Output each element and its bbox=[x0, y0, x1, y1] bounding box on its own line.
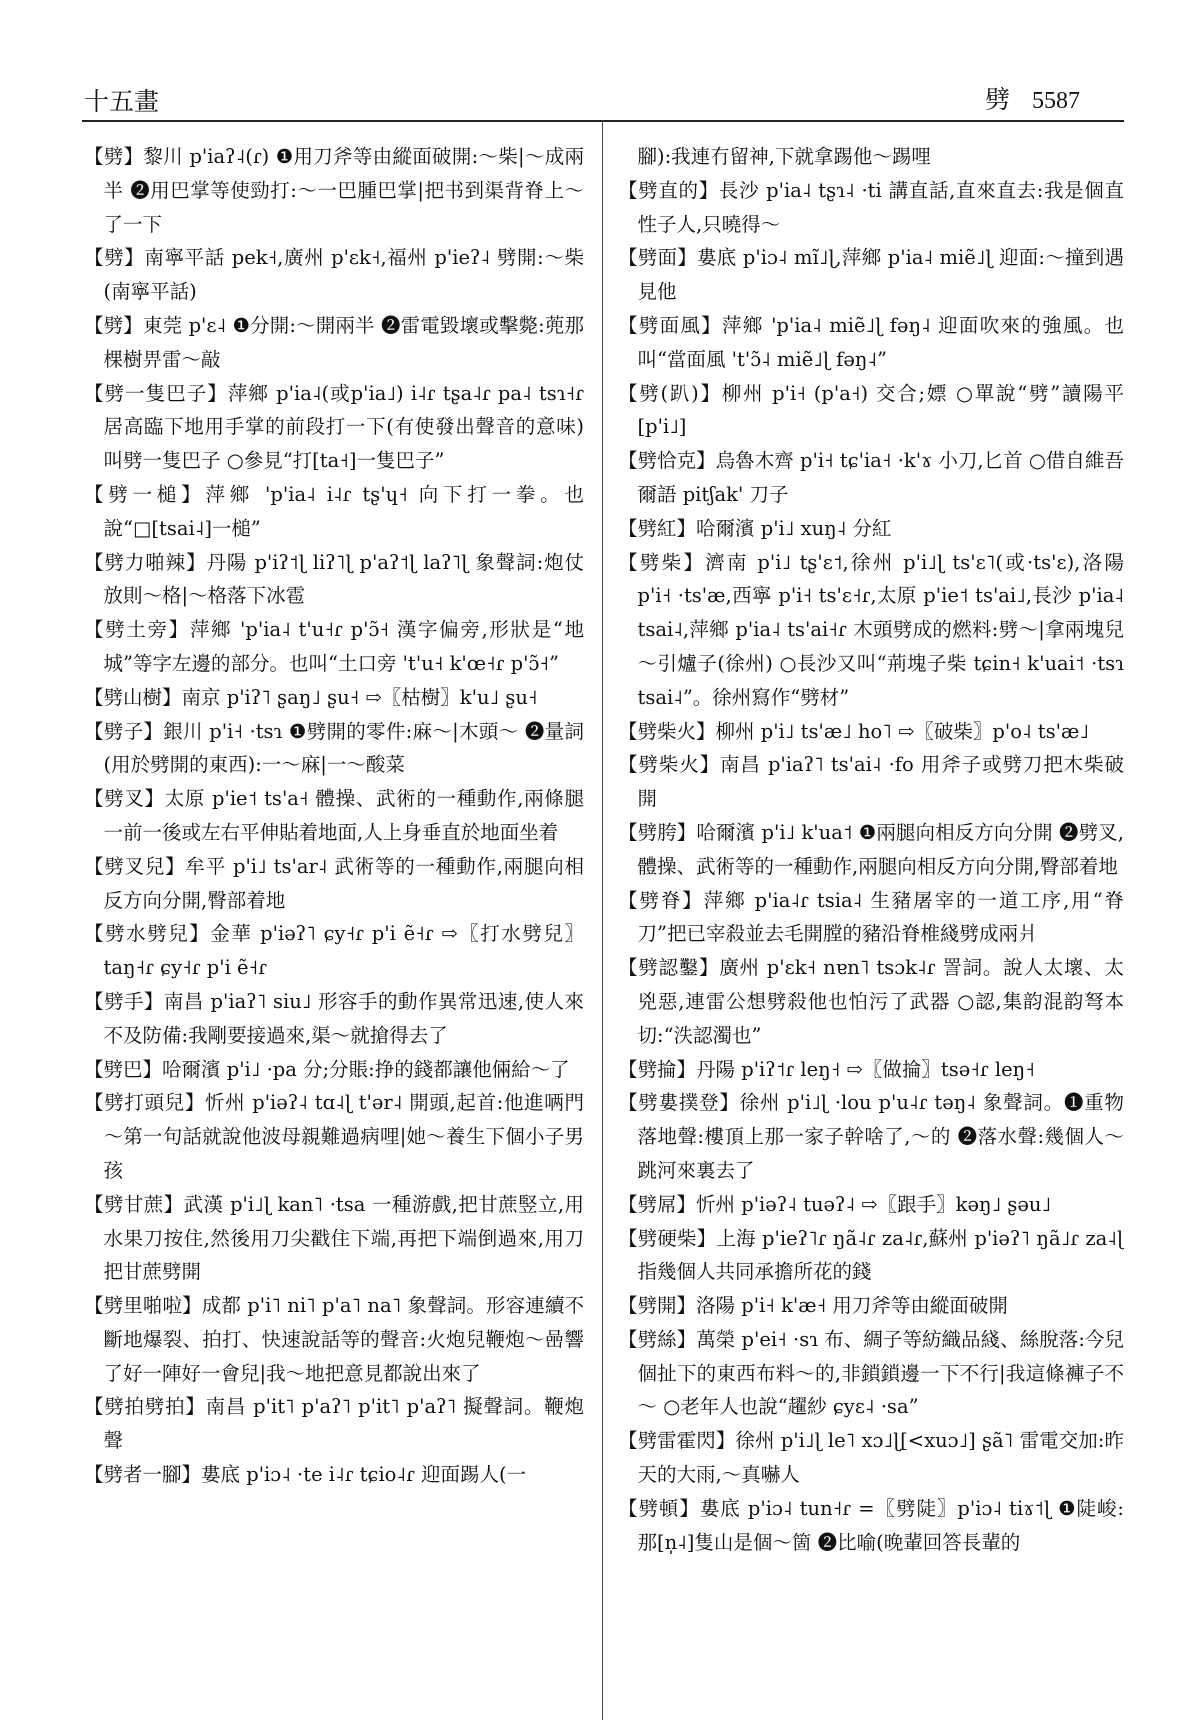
dictionary-entry bbox=[618, 174, 1124, 242]
entry-headword: 【劈頓】 bbox=[618, 1496, 700, 1520]
dictionary-entry bbox=[84, 985, 584, 1053]
entry-definition: 南寧平話 pek˧,廣州 p'ɛk˧,福州 p'ieʔ˨ 劈開:～柴(南寧平話) bbox=[103, 246, 584, 304]
entry-headword: 【劈力啪辣】 bbox=[84, 550, 207, 574]
header-rule bbox=[82, 120, 1124, 122]
entry-definition: 婁底 p'iɔ˨ ·te i˨ɾ tɕio˨ɾ 迎面踢人(一 bbox=[201, 1463, 527, 1487]
dictionary-entry bbox=[618, 951, 1124, 1052]
entry-headword: 【劈恰克】 bbox=[618, 449, 716, 473]
entry-headword: 【劈柴火】 bbox=[618, 753, 721, 777]
entry-headword: 【劈面】 bbox=[618, 246, 697, 270]
dictionary-entry bbox=[84, 715, 584, 783]
entry-definition: 忻州 p'iəʔ˨ tuəʔ˨ ⇨〖跟手〗kəŋ˩ ʂəu˩ bbox=[696, 1192, 1052, 1216]
dictionary-entry bbox=[84, 478, 584, 546]
dictionary-entry bbox=[618, 309, 1124, 377]
dictionary-entry bbox=[618, 140, 1124, 174]
entry-definition: 牟平 p'i˩ ts'ar˨ 武術等的一種動作,兩腿向相反方向分開,臀部着地 bbox=[103, 854, 584, 912]
entry-headword: 【劈一槌】 bbox=[84, 482, 206, 506]
dictionary-entry bbox=[618, 1492, 1124, 1560]
entry-definition: 萍鄉 'p'ia˨ miẽ˩ɭ fəŋ˨ 迎面吹來的強風。也叫“當面風 't'ɔ̃˨ miẽ˩ɭ fəŋ˨” bbox=[637, 313, 1124, 371]
entry-headword: 【劈一隻巴子】 bbox=[84, 381, 228, 405]
dictionary-entry bbox=[84, 1390, 584, 1458]
entry-headword: 【劈甘蔗】 bbox=[84, 1192, 184, 1216]
entry-headword: 【劈者一腳】 bbox=[84, 1463, 202, 1487]
dictionary-entry bbox=[618, 816, 1124, 884]
entry-headword: 【劈絲】 bbox=[618, 1327, 697, 1351]
entry-headword: 【劈拍劈拍】 bbox=[84, 1395, 206, 1419]
dictionary-entry bbox=[618, 1086, 1124, 1187]
entry-headword: 【劈柴】 bbox=[618, 550, 706, 574]
entry-headword: 【劈巴】 bbox=[84, 1057, 163, 1081]
entry-headword: 【劈】 bbox=[84, 313, 143, 337]
section-heading: 十五畫 bbox=[84, 87, 160, 116]
entry-headword: 【劈硬柴】 bbox=[618, 1226, 717, 1250]
entry-headword: 【劈里啪啦】 bbox=[84, 1294, 202, 1318]
entry-definition: 萍鄉 'p'ia˨ i˨ɾ tʂ'ɥ˧ 向下打一拳。也說“□[tsai˨]一槌” bbox=[103, 482, 584, 540]
dictionary-entry bbox=[618, 241, 1124, 309]
entry-definition: 徐州 p'i˩ɭ le˥ xɔ˩ɭ[<xuɔ˩] ʂã˥ 雷電交加:昨天的大雨,～真嚇人 bbox=[637, 1429, 1124, 1487]
dictionary-entry bbox=[84, 377, 584, 478]
entry-definition: 太原 p'ie˦ ts'a˧ 體操、武術的一種動作,兩條腿一前一後或左右平伸貼着地面,人上身垂直於地面坐着 bbox=[103, 787, 584, 844]
entry-definition: 徐州 p'i˩ɭ ·lou p'u˨ɾ təŋ˨ 象聲詞。❶重物落地聲:樓頂上那一家子幹啥了,～的 ❷落水聲:幾個人～跳河來裏去了 bbox=[637, 1091, 1124, 1182]
entry-definition: 濟南 p'i˩ tʂ'ɛ˦,徐州 p'i˩ɭ ts'ɛ˥(或·ts'ɛ),洛陽 p'i˧ ·ts'æ,西寧 p'i˧ ts'ɛ˧ɾ,太原 p'ie˦ ts'ai˩,長沙 p'ia˨ tsai˨,萍鄉 p'ia˨ ts'ai˧ɾ 木頭劈成的燃料:劈～|拿兩塊兒～引爐子(徐州) ○長沙又叫“荊塊子柴 tɕin˧ k'uai˦ ·tsɿ tsai˨”。徐州寫作“劈材” bbox=[637, 550, 1124, 709]
entry-definition: 婁底 p'iɔ˨ tun˧ɾ =〖劈陡〗p'iɔ˨ tiɤ˦ɭ ❶陡峻:那[n̩˨]隻山是個～箇 ❷比喻(晚輩回答長輩的 bbox=[637, 1496, 1124, 1554]
dictionary-entry bbox=[84, 681, 584, 715]
entry-definition: 萍鄉 p'ia˨ɾ tsia˨ 生豬屠宰的一道工序,用“脊刀”把已宰殺並去毛開膛的豬沿脊椎綫劈成兩爿 bbox=[637, 888, 1124, 946]
dictionary-entry bbox=[618, 1222, 1124, 1290]
dictionary-entry bbox=[618, 512, 1124, 546]
entry-headword: 【劈叉】 bbox=[84, 787, 165, 811]
right-column bbox=[618, 140, 1124, 1716]
dictionary-entry bbox=[618, 1188, 1124, 1222]
entry-definition: 萍鄉 'p'ia˨ t'u˧ɾ p'ɔ̃˧ 漢字偏旁,形狀是“地城”等字左邊的部分。也叫“土口旁 't'u˧ k'œ˧ɾ p'ɔ̃˧” bbox=[103, 618, 584, 675]
dictionary-entry bbox=[618, 1323, 1124, 1424]
entry-definition: 婁底 p'iɔ˨ mĩ˩ɭ,萍鄉 p'ia˨ miẽ˩ɭ 迎面:～撞到遇見他 bbox=[637, 246, 1124, 304]
dictionary-entry bbox=[84, 613, 584, 681]
dictionary-entry bbox=[618, 1289, 1124, 1323]
entry-definition: 東莞 p'ɛ˨ ❶分開:～開兩半 ❷雷電毀壞或擊斃:蔸那棵樹畀雷～敲 bbox=[103, 313, 584, 371]
entry-headword: 【劈山樹】 bbox=[84, 685, 182, 709]
dictionary-entry bbox=[84, 140, 584, 241]
entry-definition: 洛陽 p'i˧ k'æ˧ 用刀斧等由縱面破開 bbox=[696, 1294, 1008, 1318]
entry-headword: 【劈胯】 bbox=[618, 820, 697, 844]
entry-headword: 【劈面風】 bbox=[618, 313, 722, 337]
dictionary-entry bbox=[84, 1458, 584, 1492]
left-column bbox=[84, 140, 584, 1716]
entry-definition: 萬榮 p'ei˧ ·sɿ 布、綢子等紡織品綫、絲脫落:今兒個扯下的東西布料～的,非鎖鎖邊一下不行|我這條褲子不～ ○老年人也說“趯紗 ɕyɛ˨ ·sa” bbox=[637, 1327, 1124, 1419]
dictionary-entry bbox=[84, 309, 584, 377]
entry-headword: 【劈婁撲登】 bbox=[618, 1091, 740, 1115]
entry-definition: 南昌 p'iaʔ˥ siu˩ 形容手的動作異常迅速,使人來不及防備:我剛要接過來,渠～就搶得去了 bbox=[103, 989, 584, 1047]
entry-headword: 【劈柴火】 bbox=[618, 719, 716, 743]
entry-definition: 烏魯木齊 p'i˧ tɕ'ia˧ ·k'ɤ 小刀,匕首 ○借自維吾爾語 pitʃak' 刀子 bbox=[637, 449, 1124, 506]
entry-headword: 【劈紅】 bbox=[618, 516, 697, 540]
dictionary-entry bbox=[618, 1424, 1124, 1492]
dictionary-entry bbox=[84, 1289, 584, 1390]
entry-definition: 金華 p'iəʔ˥ ɕy˧ɾ p'i ẽ˧ɾ ⇨〖打水劈兒〗taŋ˧ɾ ɕy˧ɾ p'i ẽ˧ɾ bbox=[103, 922, 584, 980]
entry-definition: 哈爾濱 p'i˩ xuŋ˨ 分紅 bbox=[696, 516, 892, 540]
column-divider bbox=[602, 120, 603, 1720]
entry-definition: 哈爾濱 p'i˩ k'ua˦ ❶兩腿向相反方向分開 ❷劈叉,體操、武術等的一種動作,兩腿向相反方向分開,臀部着地 bbox=[637, 820, 1124, 878]
entry-definition: 柳州 p'i˧ (p'a˧) 交合;嫖 ○單說“劈”讀陽平[p'i˩] bbox=[637, 381, 1124, 439]
entry-headword: 【劈子】 bbox=[84, 719, 164, 743]
entry-headword: 【劈(趴)】 bbox=[618, 381, 722, 405]
entry-headword: 【劈開】 bbox=[618, 1294, 697, 1318]
entry-definition: 丹陽 p'iʔ˦ɭ liʔ˥ɭ p'aʔ˦ɭ laʔ˥ɭ 象聲詞:炮仗放則～格|～格落下冰雹 bbox=[103, 550, 584, 608]
entry-definition: 黎川 p'iaʔ˨(ɾ) ❶用刀斧等由縱面破開:～柴|～成兩半 ❷用巴掌等使勁打:～一巴腫巴掌|把书到渠背脊上～了一下 bbox=[103, 145, 584, 236]
entry-headword: 【劈掄】 bbox=[618, 1057, 697, 1081]
dictionary-entry bbox=[84, 917, 584, 985]
entry-definition: 廣州 p'ɛk˧ nɐn˥ tsɔk˨ɾ 詈詞。說人太壞、太兇惡,連雷公想劈殺他也怕污了武器 ○認,集韵混韵弩本切:“泆認濁也” bbox=[637, 956, 1124, 1047]
entry-definition: 南昌 p'iaʔ˥ ts'ai˨ ·fo 用斧子或劈刀把木柴破開 bbox=[637, 753, 1124, 811]
page-number: 5587 bbox=[1032, 88, 1080, 114]
entry-definition: 銀川 p'i˧ ·tsɿ ❶劈開的零件:麻～|木頭～ ❷量詞(用於劈開的東西):一～麻|一～酸菜 bbox=[103, 719, 584, 777]
entry-headword: 【劈水劈兒】 bbox=[84, 922, 211, 946]
entry-definition: 長沙 p'ia˨ tʂɿ˨ ·ti 講直話,直來直去:我是個直性子人,只曉得～ bbox=[637, 178, 1124, 236]
entry-definition: 柳州 p'i˩ ts'æ˩ ho˥ ⇨〖破柴〗p'o˨ ts'æ˩ bbox=[715, 719, 1089, 743]
entry-definition: 南京 p'iʔ˥ ʂaŋ˩ ʂu˧ ⇨〖枯樹〗k'u˩ ʂu˧ bbox=[181, 685, 538, 709]
entry-headword: 【劈雷霍閃】 bbox=[618, 1429, 736, 1453]
entry-headword: 【劈脊】 bbox=[618, 888, 704, 912]
entry-headword: 【劈認鑿】 bbox=[618, 956, 720, 980]
dictionary-entry bbox=[84, 241, 584, 309]
dictionary-entry bbox=[84, 1086, 584, 1187]
entry-definition: 成都 p'i˥ ni˥ p'a˥ na˥ 象聲詞。形容連續不斷地爆裂、拍打、快速說話等的聲音:火炮兒鞭炮～喦響了好一陣好一會兒|我～地把意見都說出來了 bbox=[103, 1294, 584, 1385]
dictionary-entry bbox=[618, 884, 1124, 952]
entry-headword: 【劈】 bbox=[84, 246, 145, 270]
dictionary-entry bbox=[618, 546, 1124, 715]
dictionary-entry bbox=[618, 748, 1124, 816]
entry-headword: 【劈手】 bbox=[84, 989, 164, 1013]
dictionary-entry bbox=[84, 782, 584, 850]
entry-headword: 【劈叉兒】 bbox=[84, 854, 186, 878]
entry-definition: 腳):我連冇留神,下就拿踢他～踢哩 bbox=[637, 145, 931, 168]
head-character: 劈 bbox=[984, 85, 1010, 114]
entry-definition: 上海 p'ieʔ˥ɾ ŋã˨ɾ za˨ɾ,蘇州 p'iəʔ˥ ŋã˩ɾ za˨ɭ 指幾個人共同承擔所花的錢 bbox=[637, 1226, 1124, 1284]
dictionary-entry bbox=[618, 377, 1124, 445]
dictionary-entry bbox=[618, 444, 1124, 512]
dictionary-entry bbox=[84, 1053, 584, 1087]
dictionary-entry bbox=[84, 546, 584, 614]
entry-definition: 哈爾濱 p'i˩ ·pa 分;分賬:挣的錢都讓他倆給～了 bbox=[162, 1057, 570, 1081]
running-head bbox=[985, 80, 1080, 116]
entry-definition: 武漢 p'i˩ɭ kan˥ ·tsa 一種游戲,把甘蔗竪立,用水果刀按住,然後用刀尖戳住下端,再把下端倒過來,用刀把甘蔗劈開 bbox=[103, 1192, 584, 1284]
entry-headword: 【劈打頭兒】 bbox=[84, 1091, 206, 1115]
entry-definition: 忻州 p'iəʔ˨ tɑ˨ɭ t'ər˨ 開頭,起首:他進唡門～第一句話就說他波母親難過病哩|她～養生下個小子男孩 bbox=[103, 1091, 584, 1182]
entry-headword: 【劈】 bbox=[84, 145, 144, 168]
entry-definition: 南昌 p'it˥ p'aʔ˥ p'it˥ p'aʔ˥ 擬聲詞。鞭炮聲 bbox=[103, 1395, 584, 1453]
entry-headword: 【劈土旁】 bbox=[84, 618, 190, 642]
entry-definition: 萍鄉 p'ia˨(或p'ia˩) i˨ɾ tʂa˨ɾ pa˨ tsɿ˧ɾ 居高臨下地用手掌的前段打一下(有使發出聲音的意味)叫劈一隻巴子 ○參見“打[ta˧]一隻巴子” bbox=[103, 381, 584, 473]
dictionary-entry bbox=[84, 1188, 584, 1289]
dictionary-entry bbox=[618, 715, 1124, 749]
dictionary-entry bbox=[84, 850, 584, 918]
entry-headword: 【劈屌】 bbox=[618, 1192, 697, 1216]
dictionary-entry bbox=[618, 1053, 1124, 1087]
entry-headword: 【劈直的】 bbox=[618, 178, 719, 202]
entry-definition: 丹陽 p'iʔ˦ɾ leŋ˧ ⇨〖做掄〗tsə˧ɾ leŋ˧ bbox=[696, 1057, 1035, 1081]
